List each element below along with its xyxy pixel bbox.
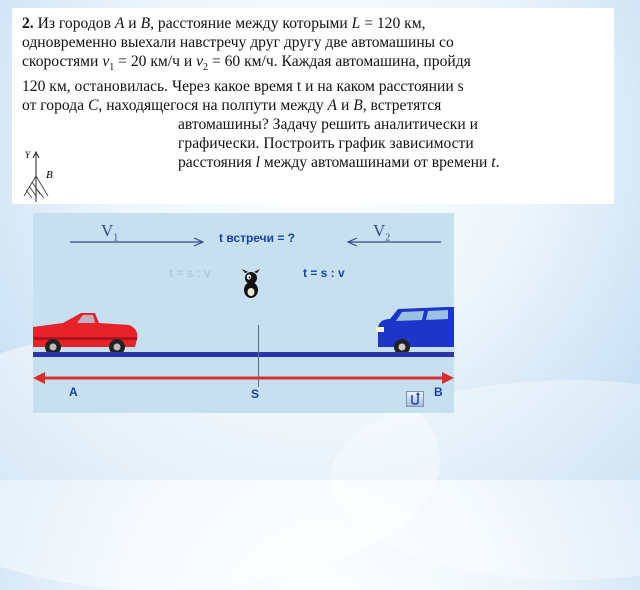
point-s-label: S <box>251 387 260 401</box>
v1-label: $V_1$ <box>101 221 119 244</box>
formula-right: t = s : v <box>303 266 345 280</box>
distance-arrow-icon <box>33 371 454 385</box>
problem-line: 120 км, остановилась. Через какое время t и на каком расстоянии s <box>22 78 464 96</box>
problem-line: от города С, находящегося на полпути между А и В, встретятся <box>22 97 442 115</box>
problem-line: графически. Построить график зависимости <box>178 135 474 153</box>
replay-button[interactable] <box>406 391 424 407</box>
meeting-time-question: t встречи = ? <box>219 231 296 245</box>
axis-point-label: B <box>46 169 53 181</box>
v1-arrow-icon <box>68 237 208 247</box>
animation-panel <box>33 213 454 413</box>
v2-arrow-icon <box>345 237 445 247</box>
formula-left-faded: t = s : v <box>169 266 211 280</box>
red-car-icon <box>33 303 143 355</box>
point-b-label: B <box>434 385 443 399</box>
problem-line: одновременно выехали навстречу друг другу две автомашины со <box>22 34 454 51</box>
problem-line: 2. Из городов А и В, расстояние между которыми L = 120 км, <box>22 15 426 32</box>
blue-car-icon <box>376 305 454 355</box>
v2-label: $V_2$ <box>373 221 391 244</box>
problem-text-box <box>12 8 614 204</box>
axis-y-label: Y <box>25 150 31 160</box>
cartoon-character-icon <box>239 269 263 301</box>
problem-line: скоростями $v_1 = 20$ км/ч и $v_2 = 60$ км/ч. Каждая автомашина, пройдя <box>22 53 471 74</box>
point-a-label: A <box>69 385 78 399</box>
problem-line: автомашины? Задачу решить аналитически и <box>178 116 478 134</box>
coordinate-axis-icon <box>22 148 62 204</box>
road-line <box>33 352 454 357</box>
problem-line: расстояния l между автомашинами от времени t. <box>178 154 500 172</box>
replay-icon <box>407 392 423 406</box>
